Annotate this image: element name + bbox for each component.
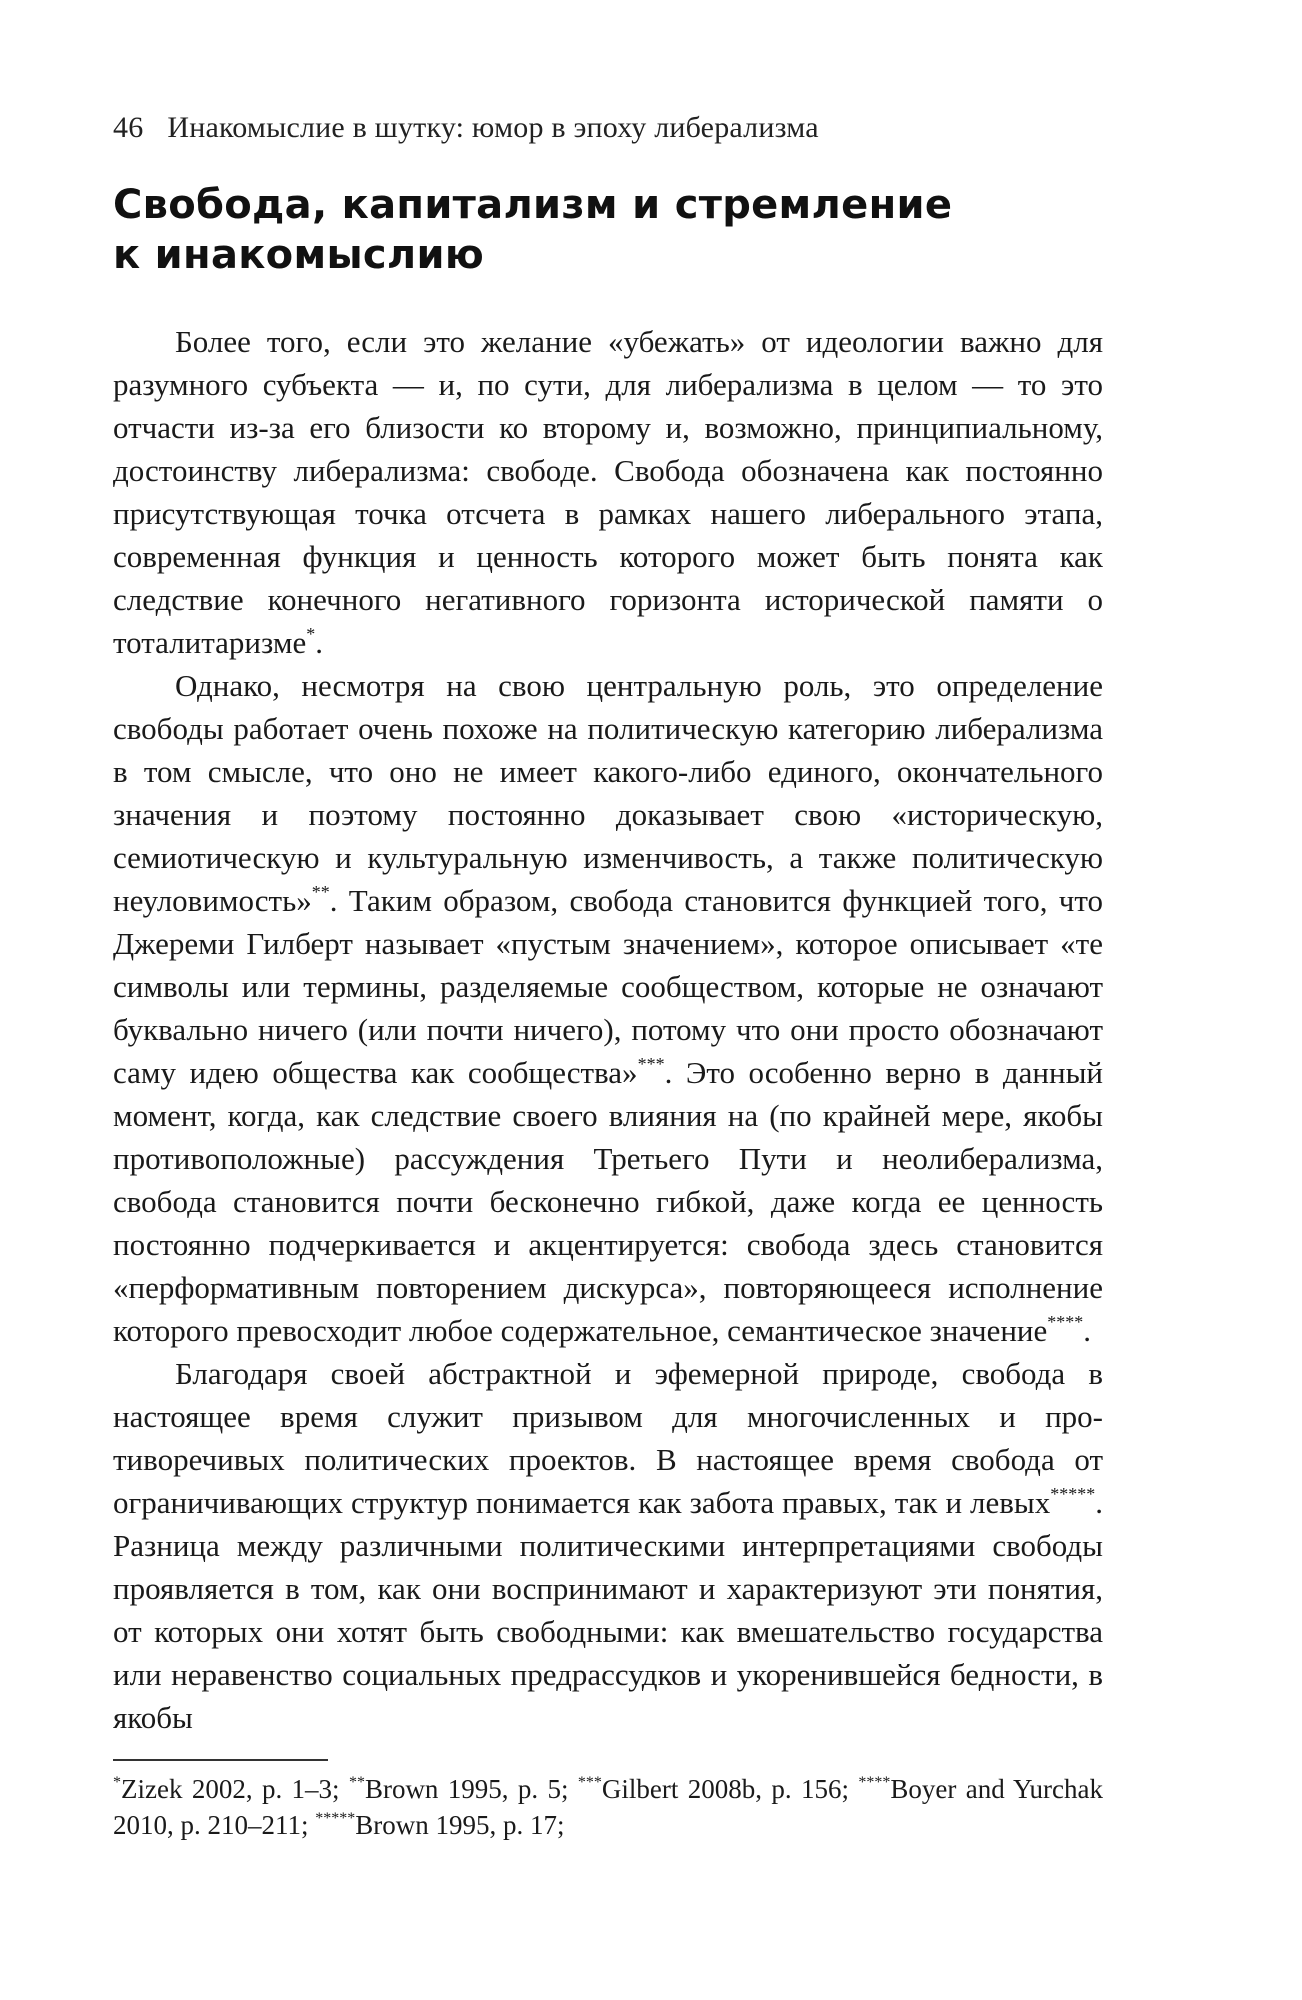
- footnote-ref: *****: [1050, 1484, 1096, 1504]
- footnote-ref: ****: [1047, 1312, 1084, 1332]
- footnote-ref: **: [311, 882, 330, 902]
- body-text: [113, 320, 1103, 1739]
- paragraph-1: Более того, если это желание «убежать» от идеологии важно для разумного субъекта — и, по сути, для либерализма в целом — то это отчасти из-за его близости ко второму и, возможно, принципиальному, достоинству либерализма: свободе. Свобода обозначена как постоянно присутствующая точка отсчета в рамках нашего либерального этапа, современная функция и ценность которого может быть понята как следствие конечного негативного горизонта исторической памяти о тоталитаризме*.: [113, 324, 1103, 660]
- paragraph-3: Благодаря своей абстрактной и эфемерной природе, свобода в настоящее время служит призывом для многочисленных и противоречивых политических проектов. В настоящее время свобода от ограничивающих структур понимается как забота правых, так и левых*****. Разница между различными политическими интерпретациями свободы проявляется в том, как они воспринимают и характеризуют эти понятия, от которых они хотят быть свободными: как вмешательство государства или неравенство социальных предрассудков и укоренившейся бедности, в якобы: [113, 1356, 1103, 1735]
- section-heading-line-1: Свобода, капитализм и стремление: [113, 182, 953, 228]
- section-heading: [113, 180, 1103, 280]
- footnotes: *Zizek 2002, p. 1–3; **Brown 1995, p. 5; ***Gilbert 2008b, p. 156; ****Boyer and Yurchak 2010, p. 210–211; *****Brown 1995, p. 17;: [113, 1774, 1104, 1840]
- footnote-ref: ***: [637, 1054, 665, 1074]
- page-number: 46: [113, 111, 144, 144]
- footnote-ref: *: [306, 624, 316, 644]
- paragraph-2: Однако, несмотря на свою центральную роль, это определение свободы работает очень похоже на политическую категорию либерализма в том смысле, что оно не имеет какого-либо единого, окончательного значения и поэтому постоянно доказывает свою «историческую, семиотическую и культуральную изменчивость, а также политическую неуловимость»**. Таким образом, свобода становится функцией того, что Джереми Гилберт называет «пустым значением», которое описывает «те символы или термины, разделяемые сообществом, которые не означают буквально ничего (или почти ничего), потому что они просто обозначают саму идею общества как сообщества»***. Это особенно верно в данный момент, когда, как следствие своего влияния на (по крайней мере, якобы противоположные) рассуждения Третьего Пути и неолиберализма, свобода становится почти бесконечно гибкой, даже когда ее ценность постоянно подчеркивается и акцентируется: свобода здесь становится «перформативным повторением дискурса», повторяющееся исполнение которого превосходит любое содержательное, семантическое значение****.: [113, 668, 1104, 1348]
- section-heading-line-2: к инакомыслию: [113, 232, 485, 278]
- footnote-divider: [113, 1759, 328, 1761]
- running-title: Инакомыслие в шутку: юмор в эпоху либерализма: [167, 111, 819, 144]
- running-header: [113, 110, 1103, 146]
- book-page: [113, 110, 1103, 1843]
